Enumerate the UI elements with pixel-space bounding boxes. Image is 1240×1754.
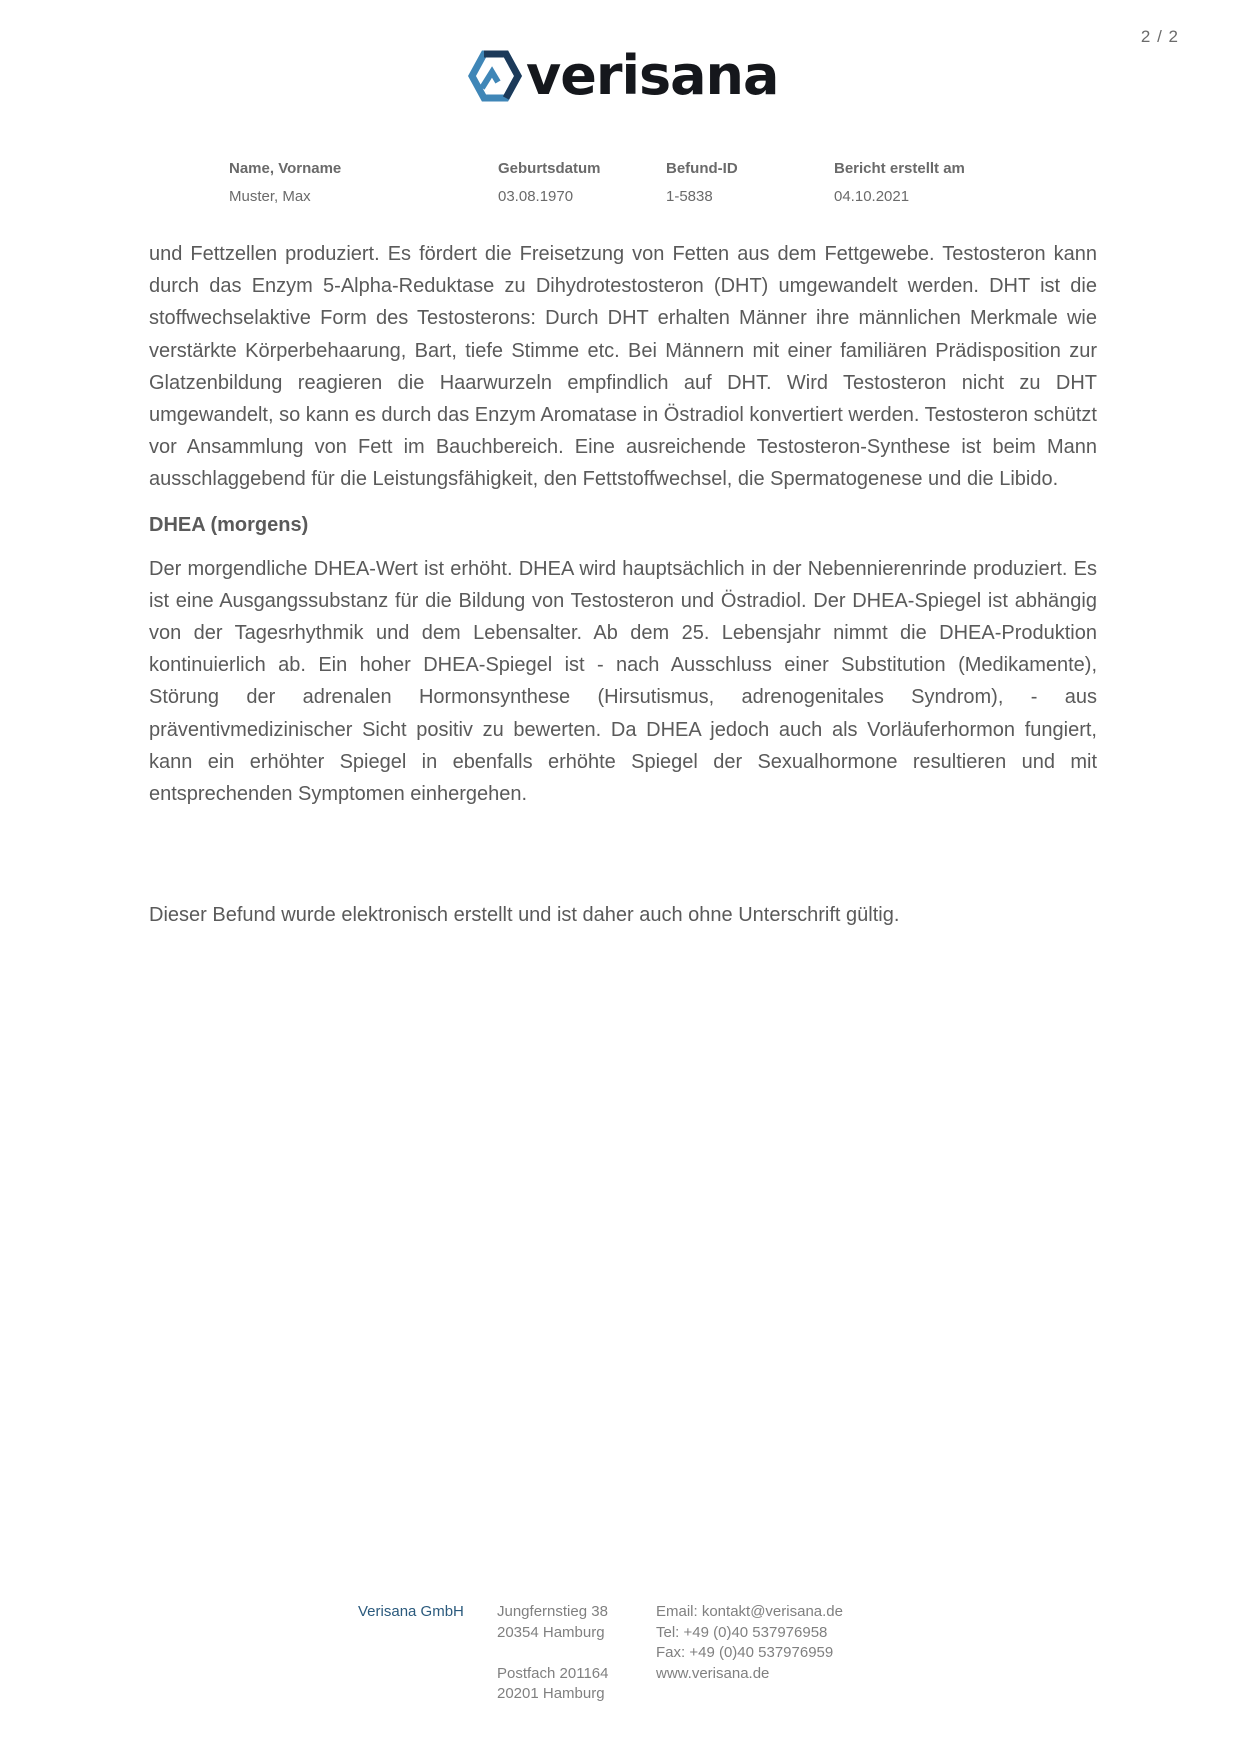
footer	[358, 1602, 843, 1705]
report-id-value: 1-5838	[666, 188, 713, 205]
report-date-value: 04.10.2021	[834, 188, 910, 205]
footer-email[interactable]: Email: kontakt@verisana.de	[656, 1603, 843, 1620]
footer-postbox: Postfach 201164	[497, 1664, 609, 1682]
footer-street: Jungfernstieg 38	[497, 1603, 608, 1620]
testosterone-paragraph: und Fettzellen produziert. Es fördert die Freisetzung von Fetten aus dem Fettgewebe. Testosteron kann durch das Enzym 5-Alpha-Reduktase zu Dihydrotestosteron (DHT) umgewandelt werden. DHT ist die stoffwechselaktive Form des Testosterons: Durch DHT erhalten Männer ihre männlichen Merkmale wie verstärkte Körperbehaarung, Bart, tiefe Stimme etc. Bei Männern mit einer familiären Prädisposition zur Glatzenbildung reagieren die Haarwurzeln empfindlich auf DHT. Wird Testosteron nicht zu DHT umgewandelt, so kann es durch das Enzym Aromatase in Östradiol konvertiert werden. Testosteron schützt vor Ansammlung von Fett im Bauchbereich. Eine ausreichende Testosteron-Synthese ist beim Mann ausschlaggebend für die Leistungsfähigkeit, den Fettstoffwechsel, die Spermatogenese und die Libido.	[149, 243, 1097, 491]
brand-name: verisana	[526, 44, 779, 107]
hexagon-arrow-icon	[468, 48, 522, 104]
footer-tel: Tel: +49 (0)40 537976958	[656, 1623, 828, 1641]
footer-fax: Fax: +49 (0)40 537976959	[656, 1644, 834, 1661]
footer-address	[497, 1602, 656, 1705]
validity-note: Dieser Befund wurde elektronisch erstellt und ist daher auch ohne Unterschrift gültig.	[149, 904, 900, 926]
dhea-paragraph: Der morgendliche DHEA-Wert ist erhöht. DHEA wird hauptsächlich in der Nebennierenrinde produziert. Es ist eine Ausgangssubstanz für die Bildung von Testosteron und Östradiol. Der DHEA-Spiegel ist abhängig von der Tagesrhythmik und dem Lebensalter. Ab dem 25. Lebensjahr nimmt die DHEA-Produktion kontinuierlich ab. Ein hoher DHEA-Spiegel ist - nach Ausschluss einer Substitution (Medikamente), Störung der adrenalen Hormonsynthese (Hirsutismus, adrenogenitales Syndrom), - aus präventivmedizinischer Sicht positiv zu bewerten. Da DHEA jedoch auch als Vorläuferhormon fungiert, kann ein erhöhter Spiegel in ebenfalls erhöhte Spiegel der Sexualhormone resultieren und mit entsprechenden Symptomen einhergehen.	[149, 557, 1097, 806]
dob-label: Geburtsdatum	[498, 160, 601, 177]
report-body	[149, 238, 1097, 810]
name-value: Muster, Max	[229, 188, 311, 205]
footer-company: Verisana GmbH	[358, 1603, 464, 1620]
report-id-label: Befund-ID	[666, 160, 738, 177]
footer-contact	[656, 1602, 843, 1705]
footer-web[interactable]: www.verisana.de	[656, 1664, 770, 1682]
footer-postbox-city: 20201 Hamburg	[497, 1685, 605, 1702]
name-label: Name, Vorname	[229, 160, 342, 177]
report-date-label: Bericht erstellt am	[834, 160, 965, 177]
footer-city: 20354 Hamburg	[497, 1623, 605, 1641]
dob-value: 03.08.1970	[498, 188, 574, 205]
patient-header	[229, 160, 1034, 205]
dhea-heading: DHEA (morgens)	[149, 513, 309, 536]
page-number: 2 / 2	[1140, 27, 1179, 46]
verisana-logo	[468, 44, 779, 107]
